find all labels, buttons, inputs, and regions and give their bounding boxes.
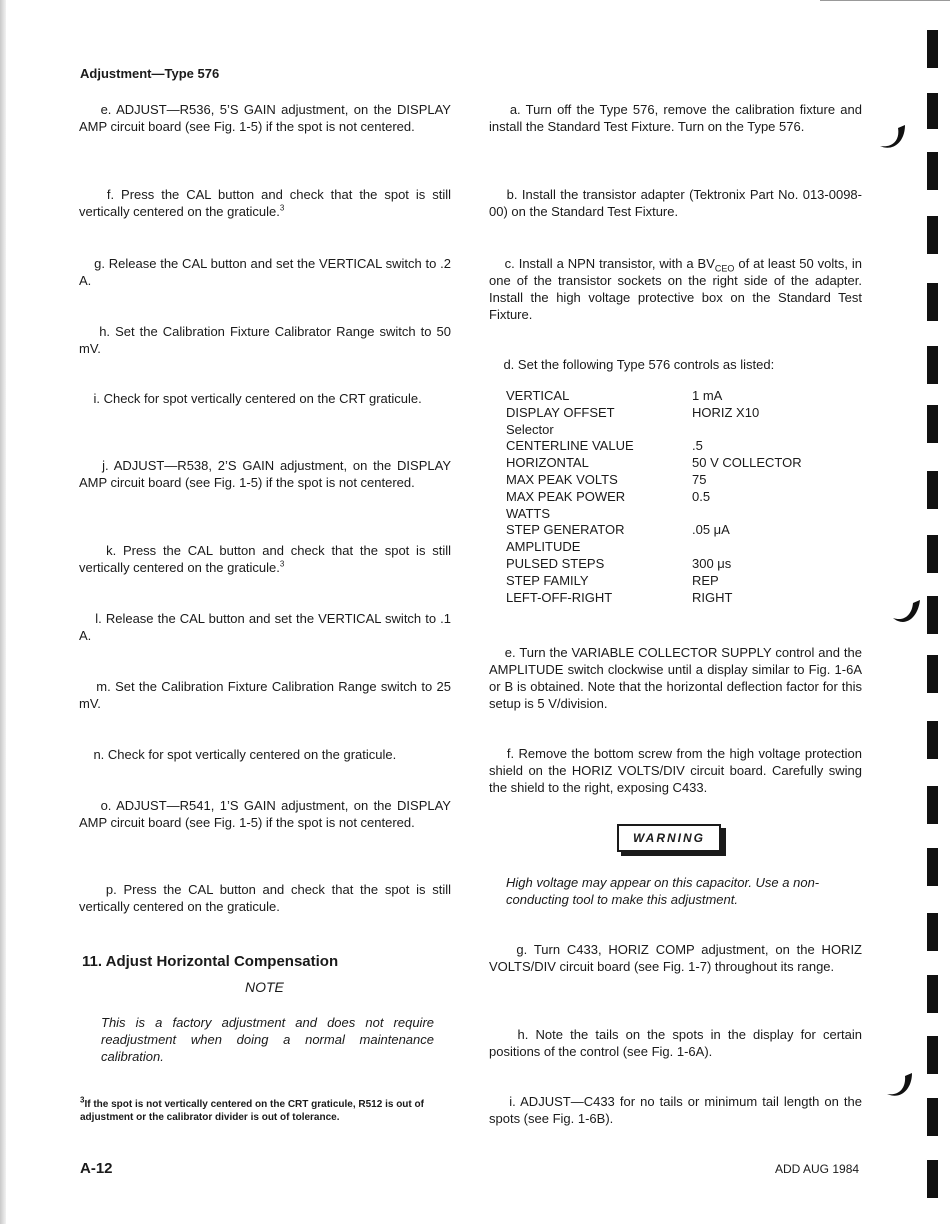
step-label: n.	[93, 747, 105, 762]
control-value: 50 V COLLECTOR	[692, 455, 802, 471]
step-label: g.	[94, 256, 105, 271]
revision-date: ADD AUG 1984	[775, 1162, 860, 1176]
step-label: o.	[100, 798, 112, 813]
note-title: NOTE	[245, 979, 284, 995]
step-text: Note the tails on the spots in the display for certain positions of the control (see Fig. 1-6A).	[489, 1027, 862, 1059]
control-value: 75	[692, 471, 707, 487]
step-text: Remove the bottom screw from the high voltage protection shield on the HORIZ VOLTS/DIV circuit board. Carefully swing the shield to the right, exposing C433.	[489, 746, 862, 795]
step-label: m.	[96, 679, 111, 694]
step-text: Press the CAL button and check that the spot is still vertically centered on the graticule.	[79, 882, 451, 914]
step-label: l.	[95, 611, 102, 626]
step-label: i.	[93, 391, 100, 406]
control-value: 300 μs	[692, 555, 732, 571]
control-name: STEP FAMILY	[506, 572, 589, 588]
step-label: b.	[506, 187, 518, 202]
page-header: Adjustment—Type 576	[80, 66, 220, 81]
margin-bar	[927, 655, 938, 693]
margin-bar	[927, 786, 938, 824]
step-text: Check for spot vertically centered on the CRT graticule.	[103, 391, 422, 406]
margin-bar	[927, 975, 938, 1013]
control-name: Selector	[506, 421, 554, 437]
footnote-text: If the spot is not vertically centered on the CRT graticule, R512 is out of adjustment or the calibrator divider is out of tolerance.	[80, 1099, 424, 1123]
control-name: HORIZONTAL	[506, 455, 589, 471]
step-text: Release the CAL button and set the VERTICAL switch to .1 A.	[79, 611, 451, 643]
step-label: d.	[503, 357, 515, 372]
margin-bar	[927, 913, 938, 951]
step-label: p.	[105, 882, 117, 897]
step-label: a.	[509, 102, 521, 117]
control-name: DISPLAY OFFSET	[506, 404, 615, 420]
step-label: c.	[504, 256, 515, 271]
footnote-ref: 3	[279, 203, 285, 213]
step-text: Set the following Type 576 controls as listed:	[517, 357, 775, 372]
margin-bar	[927, 216, 938, 254]
step-text: Install a NPN transistor, with a BV	[518, 256, 715, 271]
margin-bar	[927, 535, 938, 573]
warning-label: WARNING	[617, 824, 721, 852]
margin-bar	[927, 1098, 938, 1136]
margin-bar	[927, 152, 938, 190]
control-name: MAX PEAK VOLTS	[506, 471, 618, 487]
step-label: e.	[100, 102, 112, 117]
page-number: A-12	[80, 1160, 113, 1177]
step-text: Set the Calibration Fixture Calibration Range switch to 25 mV.	[79, 679, 451, 711]
control-value: REP	[692, 572, 719, 588]
control-name: LEFT-OFF-RIGHT	[506, 589, 613, 605]
footnote-ref: 3	[279, 559, 285, 569]
margin-bar	[927, 1160, 938, 1198]
control-value: HORIZ X10	[692, 404, 760, 420]
step-text: ADJUST—R536, 5’S GAIN adjustment, on the DISPLAY AMP circuit board (see Fig. 1-5) if the spot is not centered.	[79, 102, 451, 134]
footnote-mark: 3	[80, 1095, 85, 1105]
margin-bar	[927, 283, 938, 321]
step-text: Press the CAL button and check that the spot is still vertically centered on the graticule.	[79, 187, 451, 219]
margin-bar	[927, 596, 938, 634]
step-text: Turn C433, HORIZ COMP adjustment, on the HORIZ VOLTS/DIV circuit board (see Fig. 1-7) throughout its range.	[489, 942, 862, 974]
margin-bar	[927, 848, 938, 886]
step-text: ADJUST—R541, 1’S GAIN adjustment, on the DISPLAY AMP circuit board (see Fig. 1-5) if the spot is not centered.	[79, 798, 451, 830]
step-label: g.	[516, 942, 528, 957]
step-text: Release the CAL button and set the VERTICAL switch to .2 A.	[79, 256, 451, 288]
control-value: RIGHT	[692, 589, 733, 605]
control-name: PULSED STEPS	[506, 555, 605, 571]
control-value: .5	[692, 438, 703, 454]
margin-bar	[927, 346, 938, 384]
margin-bar	[927, 1036, 938, 1074]
step-label: h.	[99, 324, 111, 339]
step-text: of at least 50 volts, in one of the transistor sockets on the right side of the adapter. Install the high voltage protective box on the Standard Test Fixture.	[489, 256, 862, 322]
margin-bar	[927, 93, 938, 129]
step-label: k.	[106, 543, 117, 558]
step-text: Set the Calibration Fixture Calibrator Range switch to 50 mV.	[79, 324, 451, 356]
section-title: 11. Adjust Horizontal Compensation	[82, 953, 339, 970]
control-name: MAX PEAK POWER	[506, 488, 626, 504]
margin-bar	[927, 471, 938, 509]
margin-bar	[927, 721, 938, 759]
step-label: j.	[102, 458, 109, 473]
control-value: 0.5	[692, 488, 711, 504]
binding-hole-mark	[880, 125, 905, 148]
step-label: f.	[506, 746, 515, 761]
note-body: This is a factory adjustment and does not require readjustment when doing a normal maintenance calibration.	[101, 1015, 434, 1064]
step-label: e.	[504, 645, 516, 660]
control-name: AMPLITUDE	[506, 539, 581, 555]
step-label: h.	[517, 1027, 529, 1042]
control-name: CENTERLINE VALUE	[506, 438, 634, 454]
margin-bar	[927, 30, 938, 68]
step-text: ADJUST—C433 for no tails or minimum tail length on the spots (see Fig. 1-6B).	[489, 1094, 862, 1126]
step-text: Turn off the Type 576, remove the calibration fixture and install the Standard Test Fixture. Turn on the Type 576.	[489, 102, 862, 134]
step-label: f.	[106, 187, 115, 202]
control-name: VERTICAL	[506, 388, 570, 403]
step-text: ADJUST—R538, 2’S GAIN adjustment, on the DISPLAY AMP circuit board (see Fig. 1-5) if the spot is not centered.	[79, 458, 451, 490]
binding-hole-mark	[887, 1073, 912, 1096]
binding-hole-mark	[893, 600, 920, 622]
control-value: 1 mA	[692, 388, 723, 403]
control-name: WATTS	[506, 505, 551, 521]
margin-bar	[927, 405, 938, 443]
control-value: .05 μA	[692, 522, 730, 538]
control-name: STEP GENERATOR	[506, 522, 625, 538]
step-label: i.	[509, 1094, 516, 1109]
warning-text: High voltage may appear on this capacitor. Use a non-conducting tool to make this adjustment.	[506, 875, 820, 907]
step-text: Press the CAL button and check that the spot is still vertically centered on the graticule.	[79, 543, 451, 575]
step-text: Turn the VARIABLE COLLECTOR SUPPLY control and the AMPLITUDE switch clockwise until a display similar to Fig. 1-6A or B is obtained. Note that the horizontal deflection factor for this setup is 5 V/division.	[489, 645, 862, 711]
step-subscript: CEO	[714, 263, 735, 274]
step-text: Install the transistor adapter (Tektronix Part No. 013-0098-00) on the Standard Test Fixture.	[489, 187, 862, 219]
step-text: Check for spot vertically centered on the graticule.	[107, 747, 397, 762]
